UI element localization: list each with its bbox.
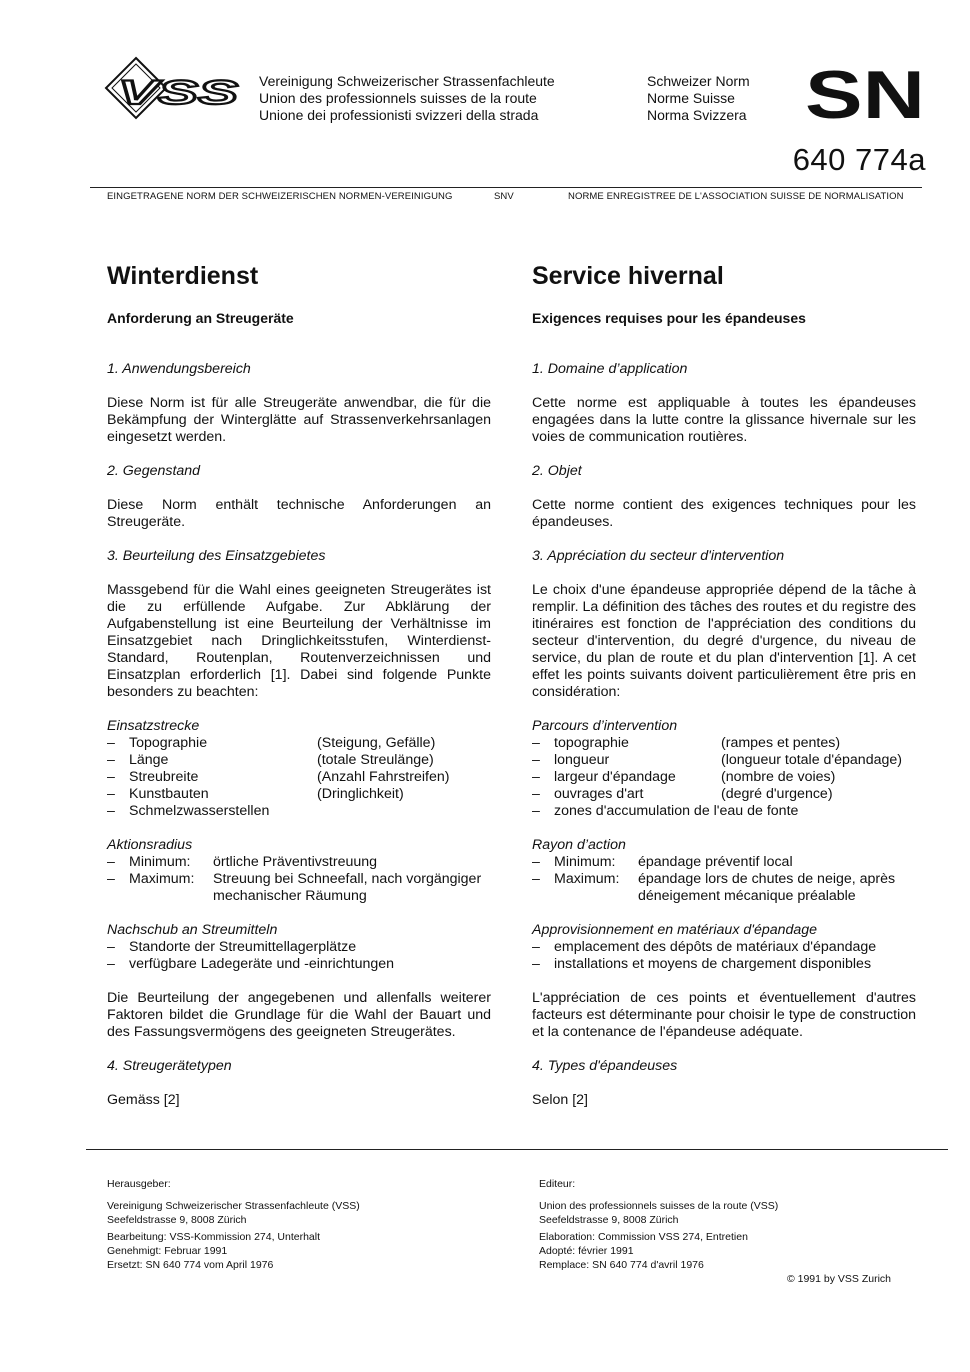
list-heading: Parcours d’intervention [532,718,678,734]
norm-label-fr: Norme Suisse [647,90,735,106]
sn-logo [805,64,925,122]
list-item: – Schmelzwasserstellen [107,803,270,819]
list-item: – Streubreite (Anzahl Fahrstreifen) [107,769,450,785]
footer-french [539,1177,778,1272]
section-4-heading: 4. Streugerätetypen [107,1058,232,1074]
editing-info: Bearbeitung: VSS-Kommission 274, Unterhalt [107,1231,321,1243]
norm-labels [647,73,750,124]
section-2-text: Diese Norm enthält technische Anforderungen an Streugeräte. [107,497,491,530]
registration-left: EINGETRAGENE NORM DER SCHWEIZERISCHEN NORMEN-VEREINIGUNG [107,191,453,202]
registration-right: NORME ENREGISTREE DE L'ASSOCIATION SUISSE DE NORMALISATION [568,191,904,202]
org-name-fr: Union des professionnels suisses de la route [259,90,537,106]
svg-text:SN: SN [805,64,925,122]
org-name-de: Vereinigung Schweizerischer Strassenfachleute [259,73,555,89]
list-item: – zones d'accumulation de l'eau de fonte [532,803,799,819]
organization-names [259,73,555,124]
section-1-text: Diese Norm ist für alle Streugeräte anwendbar, die für die Bekämpfung der Winterglätte auf Strassenverkehrsanlagen eingesetzt werden. [107,395,491,445]
list-item: – verfügbare Ladegeräte und -einrichtungen [107,956,395,972]
footer-german [107,1177,360,1272]
list-item: – Topographie (Steigung, Gefälle) [107,735,436,751]
section-3-text: Massgebend für die Wahl eines geeigneten Streugerätes ist die zu erfüllende Aufgabe. Zur Abklärung der Aufgabenstellung ist eine Beurteilung der Verhältnisse im Einsatzgebiet nach Dringlichkeitsstufen, Winterdienst-Standard, Routenplan, Routenverzeichnissen und Einsatzplan erforderlich [1]. Dabei sind folgende Punkte besonders zu beachten: [107,582,491,700]
registration-center: SNV [494,191,514,202]
section-3-conclusion: Die Beurteilung der angegebenen und allenfalls weiterer Faktoren bildet die Grundlage für die Wahl der Bauart und des Fassungsvermögens des geeigneten Streugerätes. [107,990,491,1040]
title-german: Winterdienst [107,262,259,290]
section-1-heading: 1. Anwendungsbereich [107,361,251,377]
list-item: – Länge (totale Streulänge) [107,752,434,768]
list-item: – Standorte der Streumittellagerplätze [107,939,357,955]
section-1-text: Cette norme est appliquable à toutes les épandeuses engagées dans la lutte contre la glissance hivernale sur les voies de communication routières. [532,395,916,445]
sn-logo-graphic [805,64,925,122]
publisher-label: Herausgeber: [107,1178,171,1190]
footer-rule [86,1149,948,1150]
list-item: – Minimum: örtliche Präventivstreuung [107,854,378,870]
vss-logo [104,56,242,122]
list-item: – longueur (longueur totale d'épandage) [532,752,902,768]
list-item: – largeur d'épandage (nombre de voies) [532,769,836,785]
list-item: – Kunstbauten (Dringlichkeit) [107,786,404,802]
list-heading: Einsatzstrecke [107,718,200,734]
list-item: – Maximum: épandage lors de chutes de neige, après déneigement mécanique préalable [532,871,896,904]
section-4-text: Gemäss [2] [107,1092,180,1108]
list-heading: Aktionsradius [107,837,193,853]
norm-label-it: Norma Svizzera [647,107,747,123]
svg-text:VSS: VSS [118,74,239,112]
replaces-info: Ersetzt: SN 640 774 vom April 1976 [107,1259,274,1271]
list-item: – installations et moyens de chargement disponibles [532,956,872,972]
list-item: – Maximum: Streuung bei Schneefall, nach vorgängiger mechanischer Räumung [107,871,482,904]
norm-label-de: Schweizer Norm [647,73,750,89]
column-french [532,260,916,1109]
section-3-conclusion: L'appréciation de ces points et éventuellement d'autres facteurs est déterminante pour choisir le type de construction et la contenance de l'épandeuse adéquate. [532,990,916,1040]
vss-logo-graphic [104,56,242,122]
publisher-name: Vereinigung Schweizerischer Strassenfachleute (VSS) [107,1200,360,1212]
copyright-notice: © 1991 by VSS Zurich [786,1273,891,1285]
column-german [107,260,491,1109]
list-heading: Approvisionnement en matériaux d'épandage [532,922,818,938]
list-heading: Nachschub an Streumitteln [107,922,278,938]
editing-info: Elaboration: Commission VSS 274, Entretien [539,1231,748,1243]
section-4-heading: 4. Types d'épandeuses [532,1058,678,1074]
section-3-heading: 3. Beurteilung des Einsatzgebietes [107,548,326,564]
publisher-address: Seefeldstrasse 9, 8008 Zürich [539,1214,679,1226]
standard-number: 640 774a [792,142,926,177]
subtitle-french: Exigences requises pour les épandeuses [532,310,806,326]
list-item: – ouvrages d'art (degré d'urgence) [532,786,833,802]
subtitle-german: Anforderung an Streugeräte [107,310,294,326]
section-3-text: Le choix d'une épandeuse appropriée dépend de la tâche à remplir. La définition des tâches des routes et du registre des itinéraires est fonction de l'appréciation des conditions du secteur d'intervention, du degré d'urgence, du niveau de service, du plan de route et du plan d'intervention [1]. A cet effet les points suivants doivent particulièrement être pris en considération: [532,582,916,700]
title-french: Service hivernal [532,262,724,290]
section-2-heading: 2. Gegenstand [107,463,201,479]
section-3-heading: 3. Appréciation du secteur d'intervention [532,548,785,564]
header-rule [90,187,922,188]
approval-info: Genehmigt: Februar 1991 [107,1245,228,1257]
section-4-text: Selon [2] [532,1092,589,1108]
section-2-heading: 2. Objet [532,463,582,479]
list-item: – Minimum: épandage préventif local [532,854,793,870]
publisher-address: Seefeldstrasse 9, 8008 Zürich [107,1214,247,1226]
publisher-label: Editeur: [539,1178,576,1190]
list-item: – emplacement des dépôts de matériaux d'épandage [532,939,877,955]
replaces-info: Remplace: SN 640 774 d'avril 1976 [539,1259,704,1271]
publisher-name: Union des professionnels suisses de la route (VSS) [539,1200,779,1212]
list-item: – topographie (rampes et pentes) [532,735,841,751]
approval-info: Adopté: février 1991 [539,1245,634,1257]
section-2-text: Cette norme contient des exigences techniques pour les épandeuses. [532,497,916,530]
list-heading: Rayon d’action [532,837,626,853]
org-name-it: Unione dei professionisti svizzeri della strada [259,107,539,123]
section-1-heading: 1. Domaine d’application [532,361,688,377]
